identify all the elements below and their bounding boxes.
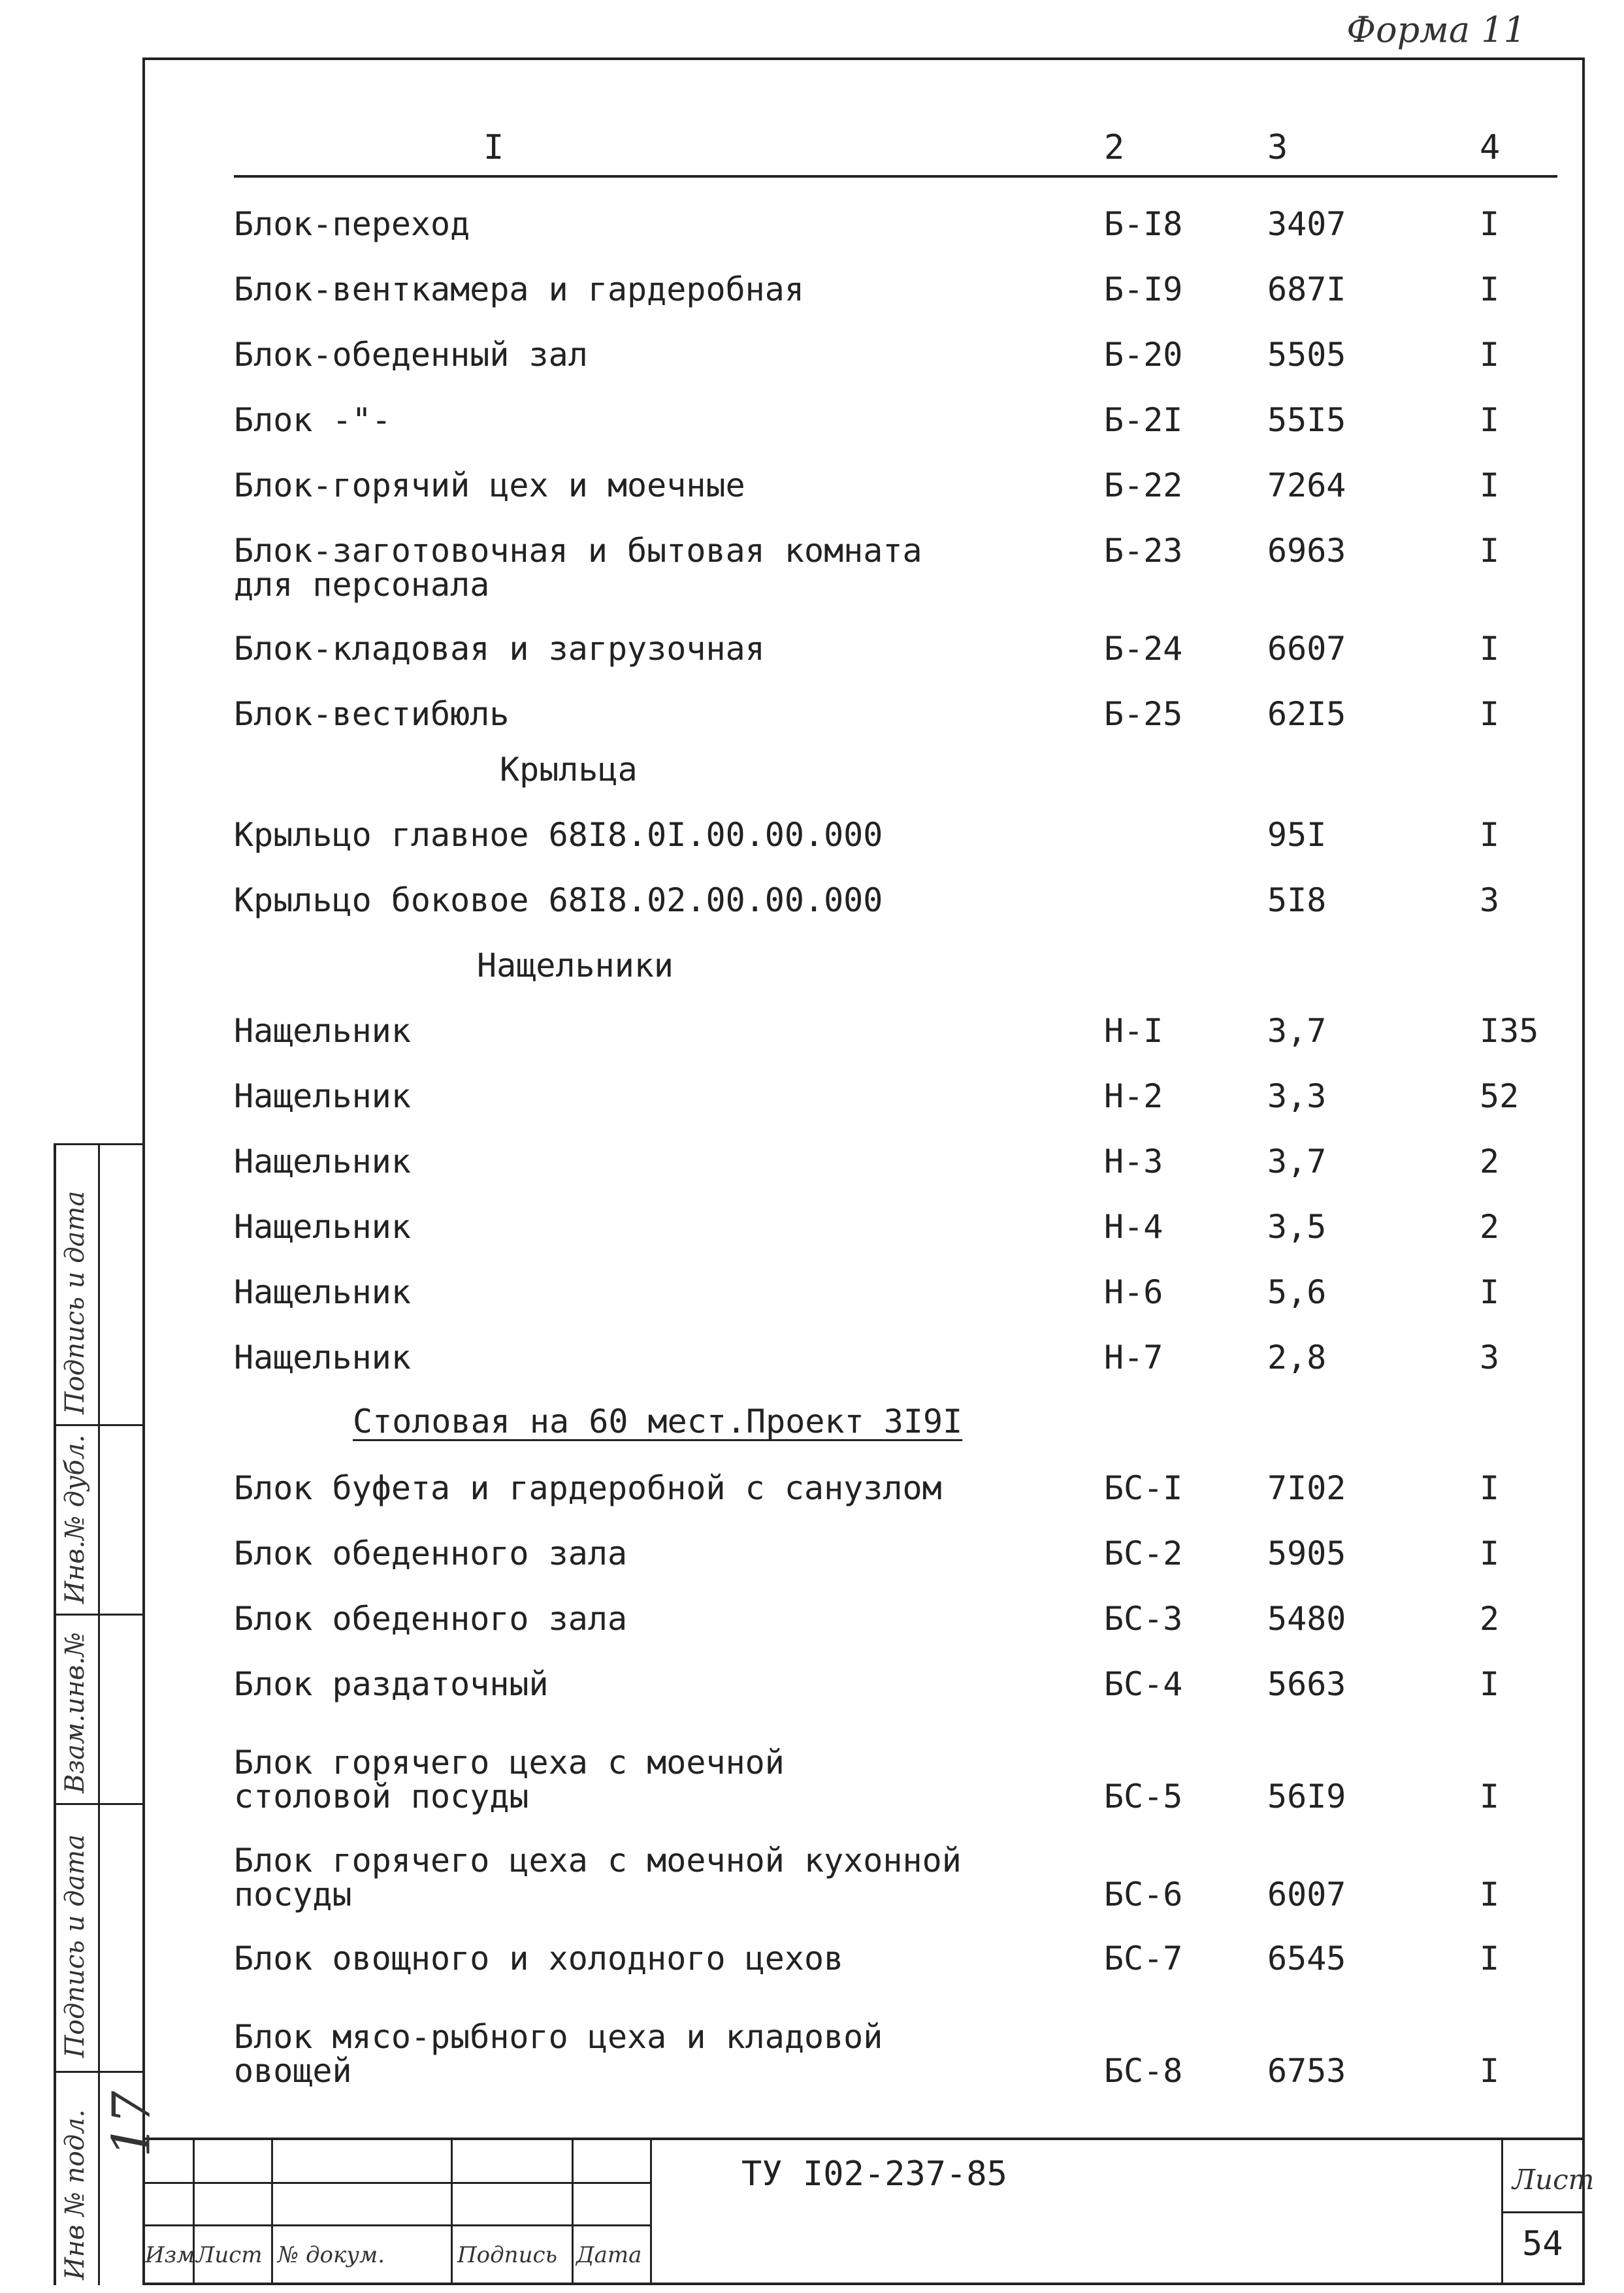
row-mass: 3407: [1267, 205, 1346, 243]
column-header-3: 3: [1267, 128, 1288, 167]
row-code: БС-4: [1104, 1665, 1183, 1703]
title-block-vline-3: [451, 2138, 453, 2285]
row-qty: 3: [1480, 1339, 1500, 1376]
row-name: Блок-обеденный зал: [234, 336, 588, 374]
row-mass: 95I: [1267, 816, 1327, 854]
row-name-cont: посуды: [234, 1876, 352, 1913]
stamp-replacement-inventory: Взам.инв.№: [60, 1632, 90, 1793]
row-qty: 3: [1480, 881, 1500, 919]
row-name-cont: овощей: [234, 2052, 352, 2090]
row-code: Н-2: [1104, 1077, 1163, 1115]
row-name: Блок горячего цеха с моечной кухонной: [234, 1842, 962, 1879]
row-code: Б-23: [1104, 532, 1183, 570]
row-mass: 62I5: [1267, 695, 1346, 733]
row-mass: 5I8: [1267, 881, 1327, 919]
row-name: Блок-горячий цех и моечные: [234, 466, 745, 504]
row-qty: I: [1480, 2052, 1500, 2090]
row-qty: I: [1480, 336, 1500, 374]
row-code: Б-25: [1104, 695, 1183, 733]
row-mass: 5663: [1267, 1665, 1346, 1703]
stamp-signature-date-2: Подпись и дата: [60, 1190, 90, 1414]
stamp-header-doc-number: № докум.: [278, 2242, 385, 2268]
row-mass: 3,5: [1267, 1208, 1327, 1246]
sheet-label: Лист: [1512, 2164, 1595, 2196]
title-block-mid-line-2: [142, 2224, 652, 2226]
row-qty: I: [1480, 466, 1500, 504]
row-name: Нащельник: [234, 1012, 411, 1050]
row-name: Крыльцо главное 68I8.0I.00.00.000: [234, 816, 883, 854]
row-mass: 5,6: [1267, 1273, 1327, 1311]
margin-stamp-inner-line: [98, 1143, 100, 2285]
row-name-cont: столовой посуды: [234, 1778, 529, 1815]
row-name: Нащельник: [234, 1273, 411, 1311]
row-qty: I: [1480, 205, 1500, 243]
stamp-header-sheet: Лист: [196, 2242, 263, 2268]
row-name: Блок-вестибюль: [234, 695, 510, 733]
row-name: Крыльцо боковое 68I8.02.00.00.000: [234, 881, 883, 919]
row-mass: 7264: [1267, 466, 1346, 504]
row-qty: I: [1480, 1876, 1500, 1913]
row-name-cont: для персонала: [234, 566, 490, 604]
title-block-vline-4: [572, 2138, 574, 2285]
row-code: Б-2I: [1104, 401, 1183, 439]
row-qty: I: [1480, 1940, 1500, 1977]
row-qty: I: [1480, 695, 1500, 733]
title-block-vline-6: [1501, 2138, 1503, 2285]
row-code: БС-3: [1104, 1600, 1183, 1638]
inventory-number: 17: [101, 2090, 162, 2158]
row-code: Н-6: [1104, 1273, 1163, 1311]
stamp-header-signature: Подпись: [457, 2242, 558, 2268]
row-qty: I: [1480, 1273, 1500, 1311]
row-mass: 6007: [1267, 1876, 1346, 1913]
row-mass: 2,8: [1267, 1339, 1327, 1376]
row-code: Н-7: [1104, 1339, 1163, 1376]
document-code: ТУ I02-237-85: [741, 2155, 1007, 2194]
row-code: Б-22: [1104, 466, 1183, 504]
row-name: Блок горячего цеха с моечной: [234, 1744, 785, 1781]
row-code: Б-20: [1104, 336, 1183, 374]
section-heading-cover-strips: Нащельники: [477, 947, 674, 984]
margin-stamp-left-line: [54, 1143, 56, 2285]
row-qty: I: [1480, 816, 1500, 854]
row-name: Блок раздаточный: [234, 1665, 549, 1703]
title-block-vline-2: [271, 2138, 273, 2285]
section-heading-porches: Крыльца: [500, 751, 638, 789]
row-name: Блок мясо-рыбного цеха и кладовой: [234, 2018, 883, 2056]
form-label: Форма 11: [1346, 9, 1526, 50]
row-mass: 6963: [1267, 532, 1346, 570]
sheet-box-line: [1501, 2211, 1585, 2213]
row-name: Блок овощного и холодного цехов: [234, 1940, 844, 1977]
row-code: Н-3: [1104, 1143, 1163, 1180]
row-mass: 6607: [1267, 630, 1346, 668]
row-name: Нащельник: [234, 1208, 411, 1246]
title-block-vline-5: [650, 2138, 652, 2285]
row-name: Блок обеденного зала: [234, 1600, 628, 1638]
row-name: Блок-заготовочная и бытовая комната: [234, 532, 922, 570]
row-code: Б-24: [1104, 630, 1183, 668]
column-header-2: 2: [1104, 128, 1125, 167]
row-name: Нащельник: [234, 1143, 411, 1180]
row-code: Н-4: [1104, 1208, 1163, 1246]
title-block-top-line: [142, 2138, 1585, 2140]
row-qty: I: [1480, 532, 1500, 570]
row-code: БС-2: [1104, 1535, 1183, 1572]
row-qty: 2: [1480, 1600, 1500, 1638]
row-mass: 6753: [1267, 2052, 1346, 2090]
column-header-4: 4: [1480, 128, 1501, 167]
row-code: Н-I: [1104, 1012, 1163, 1050]
header-rule: [234, 175, 1557, 178]
row-mass: 7I02: [1267, 1469, 1346, 1507]
row-qty: 2: [1480, 1208, 1500, 1246]
row-code: БС-8: [1104, 2052, 1183, 2090]
row-name: Нащельник: [234, 1077, 411, 1115]
stamp-header-date: Дата: [576, 2242, 642, 2268]
row-mass: 5505: [1267, 336, 1346, 374]
row-qty: I: [1480, 1778, 1500, 1815]
row-code: БС-6: [1104, 1876, 1183, 1913]
row-qty: 52: [1480, 1077, 1519, 1115]
row-name: Блок-венткамера и гардеробная: [234, 270, 804, 308]
row-mass: 3,7: [1267, 1012, 1327, 1050]
column-header-1: I: [483, 128, 504, 167]
row-mass: 3,3: [1267, 1077, 1327, 1115]
stamp-inventory-original: Инв № подл.: [60, 2109, 90, 2280]
row-qty: I: [1480, 270, 1500, 308]
sheet-number: 54: [1522, 2224, 1563, 2264]
row-mass: 5905: [1267, 1535, 1346, 1572]
row-name: Блок-переход: [234, 205, 470, 243]
row-code: БС-7: [1104, 1940, 1183, 1977]
row-code: Б-I8: [1104, 205, 1183, 243]
row-name: Блок буфета и гардеробной с санузлом: [234, 1469, 942, 1507]
row-mass: 6545: [1267, 1940, 1346, 1977]
row-mass: 687I: [1267, 270, 1346, 308]
row-mass: 55I5: [1267, 401, 1346, 439]
stamp-header-change: Изм: [145, 2242, 195, 2268]
row-name: Блок -"-: [234, 401, 391, 439]
row-qty: I: [1480, 1535, 1500, 1572]
section-heading-canteen: Столовая на 60 мест.Проект 3I9I: [353, 1403, 963, 1440]
row-mass: 56I9: [1267, 1778, 1346, 1815]
title-block-mid-line-1: [142, 2182, 652, 2184]
row-qty: I: [1480, 1665, 1500, 1703]
stamp-duplicate-inventory: Инв.№ дубл.: [60, 1435, 90, 1604]
row-name: Блок обеденного зала: [234, 1535, 628, 1572]
row-name: Блок-кладовая и загрузочная: [234, 630, 765, 668]
row-mass: 3,7: [1267, 1143, 1327, 1180]
stamp-signature-date-1: Подпись и дата: [60, 1834, 90, 2058]
row-qty: I: [1480, 630, 1500, 668]
row-qty: I35: [1480, 1012, 1539, 1050]
row-qty: I: [1480, 401, 1500, 439]
row-code: БС-I: [1104, 1469, 1183, 1507]
row-code: Б-I9: [1104, 270, 1183, 308]
row-code: БС-5: [1104, 1778, 1183, 1815]
row-mass: 5480: [1267, 1600, 1346, 1638]
row-qty: 2: [1480, 1143, 1500, 1180]
row-qty: I: [1480, 1469, 1500, 1507]
row-name: Нащельник: [234, 1339, 411, 1376]
